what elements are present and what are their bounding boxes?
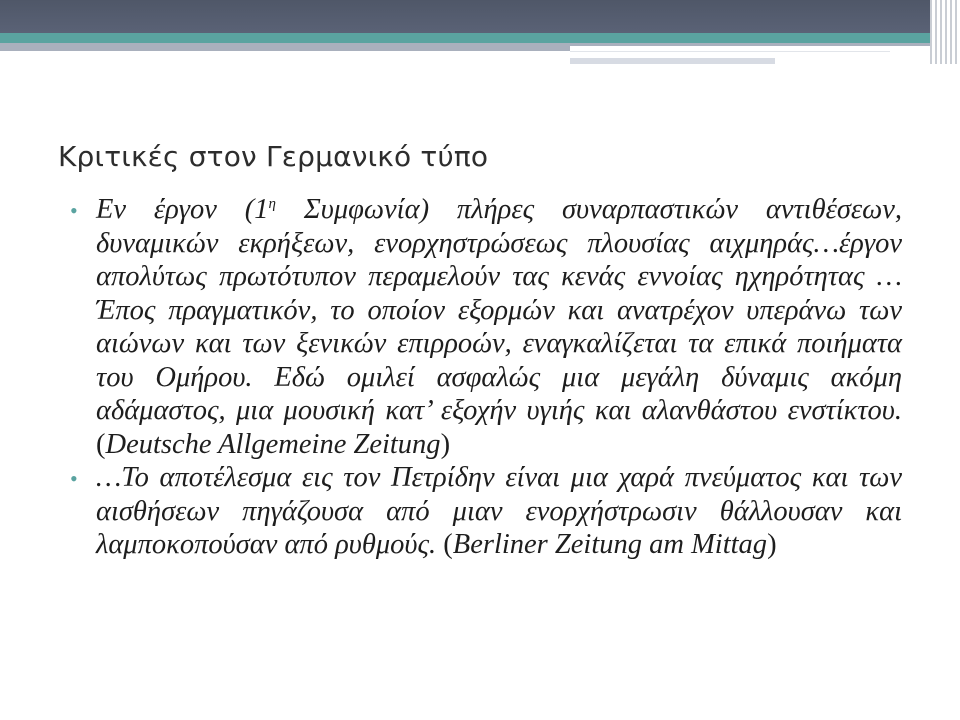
superscript: η: [268, 196, 276, 212]
bullet-marker: •: [70, 466, 78, 491]
bullet-item-1: [70, 193, 902, 461]
bullet-item-2: [70, 461, 902, 562]
open-paren: (: [96, 428, 106, 460]
header-line: [570, 51, 890, 52]
header-bar-light: [570, 58, 775, 64]
source-citation-2: Berliner Zeitung am Mittag: [452, 529, 768, 560]
source-citation-1: Deutsche Allgemeine Zeitung: [105, 428, 441, 460]
open-paren: (: [443, 529, 453, 560]
bullet-1-text-start: Εν έργον (1: [96, 194, 269, 225]
header-bar-teal: [0, 33, 930, 43]
header-bar-grey: [0, 43, 570, 51]
bullet-text-1: [96, 193, 902, 461]
header-bar-dark: [0, 0, 930, 33]
close-paren: ): [440, 428, 451, 460]
close-paren: ): [767, 529, 777, 560]
bullet-text-2: [96, 461, 902, 562]
bullet-1-text-main: Συμφωνία) πλήρες συναρπαστικών αντιθέσεων, δυναμικών εκρήξεων, ενορχηστρώσεως πλουσίας αιχμηράς…έργον απολύτως πρωτότυπον περαμελούν τας κενάς εννοίας ηχηρότητας …Έπος πραγματικόν, το οποίον εξορμών και ανατρέχον υπεράνω των αιώνων και των ξενικών επιρροών, εναγκαλίζεται τα επικά ποιήματα του Ομήρου. Εδώ ομιλεί ασφαλώς μια μεγάλη δύναμις ακόμη αδάμαστος, μια μουσική κατ’ εξοχήν υγιής και αλανθάστου ενστίκτου.: [96, 194, 903, 426]
header-edge-stripes: [930, 0, 960, 64]
slide-title: Κριτικές στον Γερμανικό τύπο: [58, 140, 489, 173]
bullet-2-text-main: …Το αποτέλεσμα εις τον Πετρίδην είναι μια χαρά πνεύματος και των αισθήσεων πηγάζουσα από μιαν ενορχήστρωσιν θάλλουσαν και λαμποκοπούσαν από ρυθμούς.: [96, 462, 902, 560]
bullet-marker: •: [70, 198, 78, 223]
header-bar-grey-thin: [570, 43, 930, 46]
bullet-list: [70, 193, 902, 562]
